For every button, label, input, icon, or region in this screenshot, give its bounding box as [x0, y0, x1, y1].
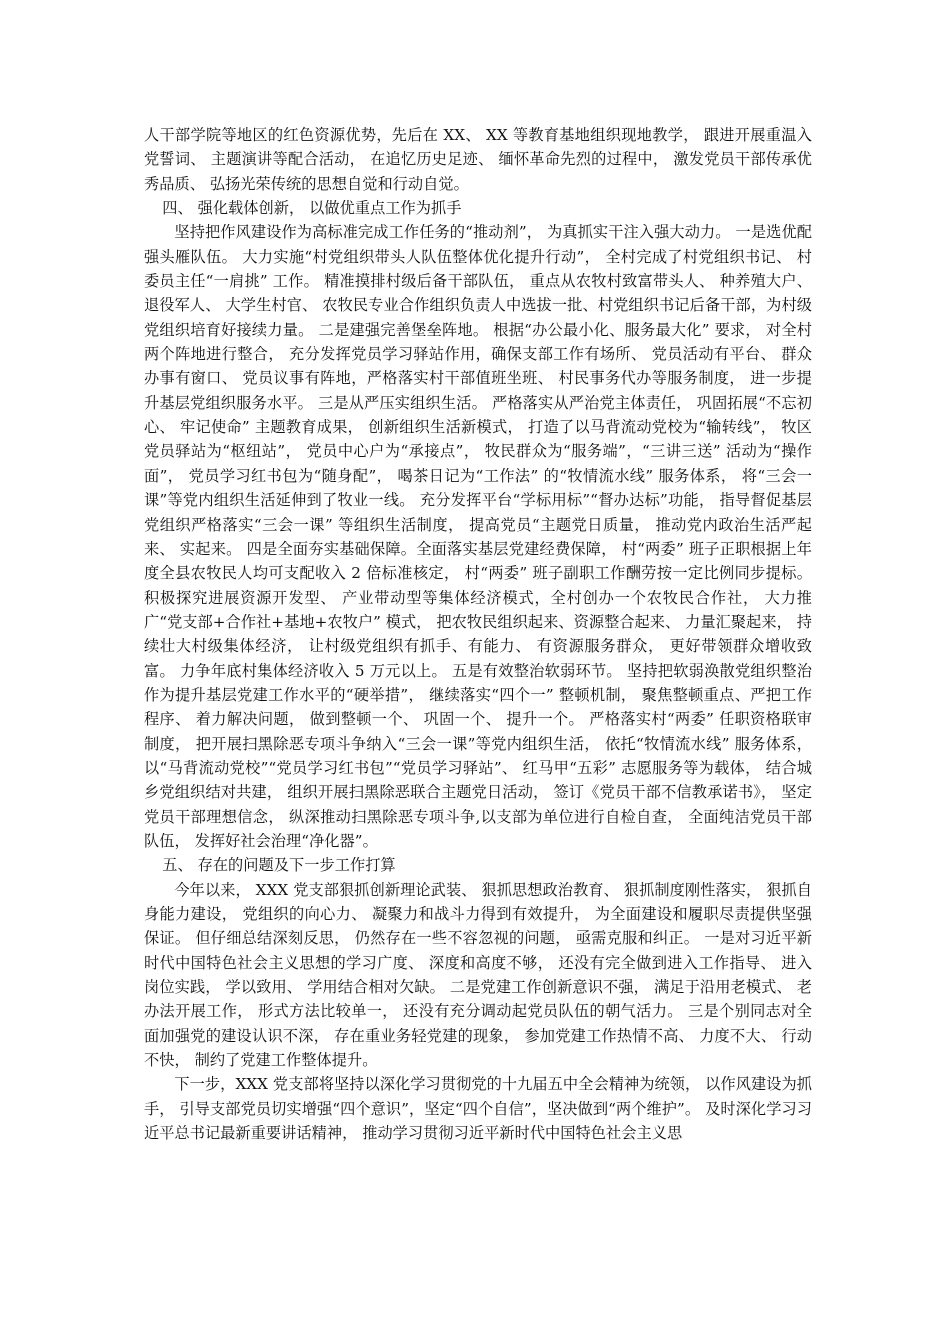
- section-four-body: 坚持把作风建设作为高标准完成工作任务的“推动剂”， 为真抓实干注入强大动力。 一是选优配强头雁队伍。 大力实施“村党组织带头人队伍整体优化提升行动”， 全村完成了村党组织书记、 村委员主任“一肩挑” 工作。 精准摸排村级后备干部队伍， 重点从农牧村致富带头人、 种养殖大户、 退役军人、 大学生村官、 农牧民专业合作组织负责人中选拔一批、村党组织书记后备干部，为村级党组织培育好接续力量。 二是建强完善堡垒阵地。 根据“办公最小化、服务最大化” 要求， 对全村两个阵地进行整合， 充分发挥党员学习驿站作用，确保支部工作有场所、 党员活动有平台、 群众办事有窗口、 党员议事有阵地，严格落实村干部值班坐班、 村民事务代办等服务制度， 进一步提升基层党组织服务水平。 三是从严压实组织生活。 严格落实从严治党主体责任， 巩固拓展“不忘初心、 牢记使命” 主题教育成果， 创新组织生活新模式， 打造了以马背流动党校为“输转线”， 牧区党员驿站为“枢纽站”， 党员中心户为“承接点”， 牧民群众为“服务端”，“三讲三送” 活动为“操作面”， 党员学习红书包为“随身配”， 喝茶日记为“工作法” 的“牧情流水线” 服务体系， 将“三会一课”等党内组织生活延伸到了牧业一线。 充分发挥平台“学标用标”“督办达标”功能， 指导督促基层党组织严格落实“三会一课” 等组织生活制度， 提高党员“主题党日质量， 推动党内政治生活严起来、 实起来。 四是全面夯实基础保障。全面落实基层党建经费保障， 村“两委” 班子正职根据上年度全县农牧民人均可支配收入 2 倍标准核定， 村“两委” 班子副职工作酬劳按一定比例同步提标。积极探究进展资源开发型、 产业带动型等集体经济模式，全村创办一个农牧民合作社， 大力推广“党支部+合作社+基地+农牧户” 模式， 把农牧民组织起来、资源整合起来、 力量汇聚起来， 持续壮大村级集体经济， 让村级党组织有抓手、有能力、 有资源服务群众， 更好带领群众增收致富。 力争年底村集体经济收入 5 万元以上。 五是有效整治软弱环节。 坚持把软弱涣散党组织整治作为提升基层党建工作水平的“硬举措”， 继续落实“四个一” 整顿机制， 聚焦整顿重点、严把工作程序、 着力解决问题， 做到整顿一个、 巩固一个、 提升一个。 严格落实村“两委” 任职资格联审制度， 把开展扫黑除恶专项斗争纳入“三会一课”等党内组织生活， 依托“牧情流水线” 服务体系， 以“马背流动党校”“党员学习红书包”“党员学习驿站”、 红马甲“五彩” 志愿服务等为载体， 结合城乡党组织结对共建， 组织开展扫黑除恶联合主题党日活动， 签订《党员干部不信教承诺书》， 坚定党员干部理想信念， 纵深推动扫黑除恶专项斗争,以支部为单位进行自检自查， 全面纯洁党员干部队伍， 发挥好社会治理“净化器”。: [144, 223, 812, 850]
- section-heading-four: 四、 强化载体创新， 以做优重点工作为抓手: [162, 199, 462, 218]
- continuation-paragraph: 人干部学院等地区的红色资源优势，先后在 XX、 XX 等教育基地组织现地教学， 跟进开展重温入党誓词、 主题演讲等配合活动， 在追忆历史足迹、 缅怀革命先烈的过程中， 激发党员干部传承优秀品质、 弘扬光荣传统的思想自觉和行动自觉。: [144, 126, 812, 193]
- section-heading-five: 五、 存在的问题及下一步工作打算: [162, 856, 396, 875]
- document-page: [144, 123, 812, 1145]
- next-steps-paragraph: 下一步，XXX 党支部将坚持以深化学习贯彻党的十九届五中全会精神为统领， 以作风建设为抓手， 引导支部党员切实增强“四个意识”，坚定“四个自信”，坚决做到“两个维护”。 及时深化学习习近平总书记最新重要讲话精神， 推动学习贯彻习近平新时代中国特色社会主义思: [144, 1075, 812, 1143]
- section-five-body: 今年以来， XXX 党支部狠抓创新理论武装、 狠抓思想政治教育、 狠抓制度刚性落实， 狠抓自身能力建设， 党组织的向心力、 凝聚力和战斗力得到有效提升， 为全面建设和履职尽责提供坚强保证。 但仔细总结深刻反思， 仍然存在一些不容忽视的问题， 亟需克服和纠正。 一是对习近平新时代中国特色社会主义思想的学习广度、 深度和高度不够， 还没有完全做到进入工作指导、 进入岗位实践， 学以致用、 学用结合相对欠缺。 二是党建工作创新意识不强， 满足于沿用老模式、 老办法开展工作， 形式方法比较单一， 还没有充分调动起党员队伍的朝气活力。 三是个别同志对全面加强党的建设认识不深， 存在重业务轻党建的现象， 参加党建工作热情不高、 力度不大、 行动不快， 制约了党建工作整体提升。: [144, 880, 812, 1070]
